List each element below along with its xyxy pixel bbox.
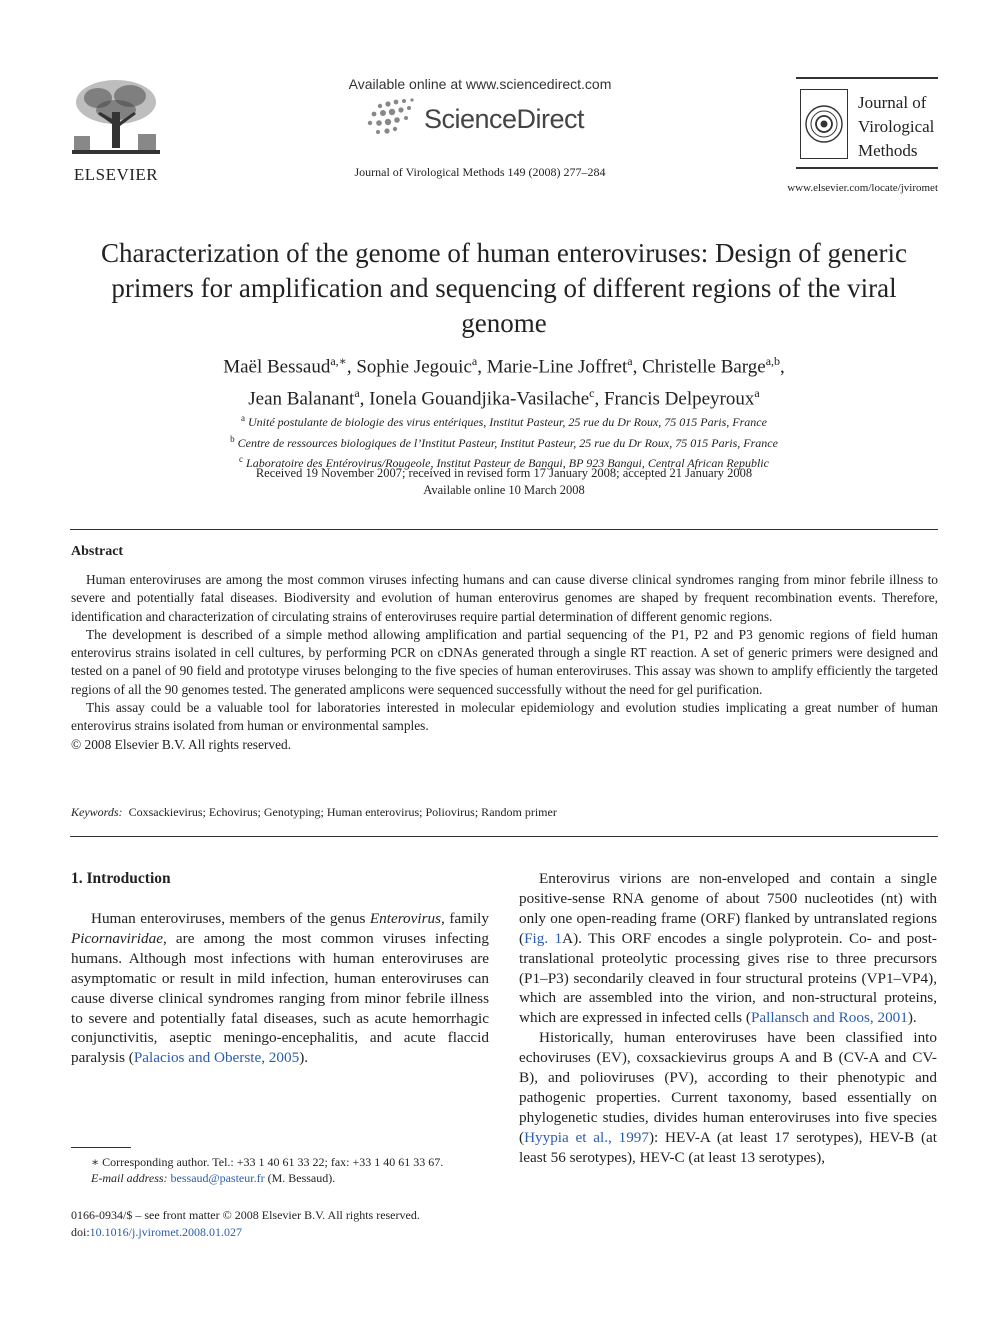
email-line: E-mail address: bessaud@pasteur.fr (M. Bessaud). — [91, 1171, 336, 1185]
author-name: Maël Bessaud — [223, 356, 331, 378]
sciencedirect-name: ScienceDirect — [424, 104, 585, 134]
citation-link[interactable]: Pallansch and Roos, 2001 — [750, 1009, 908, 1027]
keywords-label: Keywords: — [71, 805, 123, 819]
abstract-paragraph: This assay could be a valuable tool for laboratories interested in molecular epidemiology and evolution studies implicating a great number of human enterovirus strains isolated from human or environmental samples. — [71, 700, 938, 734]
abstract-body — [71, 571, 938, 754]
journal-reference: Journal of Virological Methods 149 (2008) 277–284 — [354, 165, 606, 179]
body-paragraph: Historically, human enteroviruses have been classified into echoviruses (EV), coxsackievirus groups A and B (CV-A and CV-B), and polioviruses (PV), according to their phenotypic and pathogenic properties. Current taxonomy, based essentially on phylogenetic studies, divides human enteroviruses into five species (Hyypia et al., 1997): HEV-A (at least 17 serotypes), HEV-B (at least 56 serotypes), HEV-C (at least 13 serotypes), — [519, 1029, 937, 1166]
sciencedirect-dots-icon — [366, 96, 422, 140]
left-column — [71, 909, 489, 1068]
abstract-paragraph: The development is described of a simple method allowing amplification and partial sequencing of the P1, P2 and P3 genomic regions of field human enterovirus strains isolated in cell cultures, by performing PCR on cDNAs generated through a single RT reaction. A set of generic primers were designed and tested on a panel of 90 field and prototype viruses belonging to the five species of human enteroviruses. This assay was shown to amplify efficiently the targeted regions of all the 90 genomes tested. The generated amplicons were sequenced successfully without the need for gel purification. — [71, 626, 938, 697]
affiliation-item: $^c$ Laboratoire des Entérovirus/Rougeole, Institut Pasteur de Bangui, BP 923 Bangui, Central African Republic — [239, 454, 769, 470]
publisher-name: ELSEVIER — [73, 165, 159, 184]
body-paragraph: Human enteroviruses, members of the genus Enterovirus, family Picornaviridae, are among the most common viruses infecting humans. Although most infections with human enteroviruses are asymptomatic or result in mild infection, human enteroviruses can cause diverse clinical syndromes ranging from minor febrile illness to severe and potentially fatal diseases, such as acute hemorrhagic conjunctivitis, aseptic meningo-encephalitis, and acute flaccid paralysis (Palacios and Oberste, 2005). — [71, 910, 489, 1067]
article-title: Characterization of the genome of human enteroviruses: Design of generic primers for amplification and sequencing of different regions of the viral genome — [101, 238, 907, 338]
author-list: Maël Bessaud$^{a,∗}$, Sophie Jegouic$^a$, Marie-Line Joffret$^a$, Christelle Barge$^{a,b}$, Jean Balanant$^a$, Ionela Gouandjika-Vasilache$^c$, Francis Delpeyroux$^a$ — [223, 354, 785, 410]
received-dates: Received 19 November 2007; received in revised form 17 January 2008; accepted 21 January 2008 — [255, 466, 753, 480]
article-dates — [90, 465, 918, 499]
abstract-paragraph: Human enteroviruses are among the most common viruses infecting humans and can cause diverse clinical syndromes ranging from minor febrile illness to severe and potentially fatal diseases. Biodiversity and evolution of human enterovirus genomes are shaped by frequent recombination events. Therefore, identification and characterization of circulating strains of enteroviruses require partial determination of different genomic regions. — [71, 572, 938, 624]
section-heading: 1. Introduction — [71, 870, 171, 887]
author-name: Sophie Jegouic — [356, 356, 472, 378]
citation-link[interactable]: Palacios and Oberste, 2005 — [133, 1049, 300, 1067]
author-affil-mark[interactable]: a — [627, 354, 633, 368]
author-affil-mark[interactable]: a,b — [765, 354, 781, 368]
author-name: Marie-Line Joffret — [486, 356, 628, 378]
elsevier-tree-icon — [68, 76, 164, 160]
issn-line: 0166-0934/$ – see front matter © 2008 Elsevier B.V. All rights reserved. — [71, 1208, 420, 1222]
page-footer — [71, 1207, 491, 1241]
divider — [70, 836, 938, 837]
author-name: Ionela Gouandjika-Vasilache — [369, 388, 590, 410]
divider — [70, 529, 938, 530]
journal-title — [858, 91, 934, 163]
author-affil-mark[interactable]: a — [354, 386, 360, 401]
author-affil-mark[interactable]: a — [754, 386, 760, 401]
citation-link[interactable]: Hyypia et al., 1997 — [524, 1128, 649, 1146]
author-name: Christelle Barge — [642, 356, 766, 378]
doi-line: doi:10.1016/j.jviromet.2008.01.027 — [71, 1225, 242, 1239]
corresponding-author: ∗ Corresponding author. Tel.: +33 1 40 61 33 22; fax: +33 1 40 61 33 67. — [91, 1155, 444, 1169]
available-online-text: Available online at www.sciencedirect.com — [348, 76, 612, 92]
author-name: Jean Balanant — [248, 388, 355, 410]
available-online-date: Available online 10 March 2008 — [423, 483, 585, 497]
journal-url[interactable]: www.elsevier.com/locate/jviromet — [787, 182, 938, 194]
journal-title-line2: Virological — [858, 117, 935, 136]
affiliation-item: $^b$ Centre de ressources biologiques de l’Institut Pasteur, Institut Pasteur, 25 rue du Dr Roux, 75 015 Paris, France — [230, 433, 778, 450]
journal-title-line1: Journal of — [858, 93, 927, 112]
body-paragraph: Enterovirus virions are non-enveloped and contain a single positive-sense RNA genome of about 7500 nucleotides (nt) with only one open-reading frame (ORF) flanked by untranslated regions (Fig. 1A). This ORF encodes a single polyprotein. Co- and post-translational proteolytic processing gives rise to three precursors (P1–P3) secondarily cleaved in four structural proteins (VP1–VP4), which are assembled into the virion, and non-structural proteins, which are expressed in infected cells (Pallansch and Roos, 2001). — [519, 870, 937, 1027]
journal-emblem-icon — [800, 89, 848, 159]
doi-link[interactable]: 10.1016/j.jviromet.2008.01.027 — [89, 1225, 242, 1239]
affiliation-list — [90, 410, 918, 472]
journal-title-line3: Methods — [858, 141, 918, 160]
sciencedirect-logo[interactable] — [366, 96, 606, 140]
keywords-list: Coxsackievirus; Echovirus; Genotyping; Human enterovirus; Poliovirus; Random primer — [128, 805, 557, 819]
journal-logo — [796, 77, 938, 169]
elsevier-logo — [68, 76, 164, 184]
author-affil-mark[interactable]: a — [471, 354, 478, 368]
figure-link[interactable]: Fig. 1 — [524, 929, 563, 947]
copyright-line: © 2008 Elsevier B.V. All rights reserved. — [71, 736, 292, 752]
footnote-divider — [71, 1147, 131, 1148]
abstract-heading: Abstract — [71, 544, 124, 559]
right-column — [519, 869, 937, 1168]
footnote — [71, 1154, 489, 1186]
email-link[interactable]: bessaud@pasteur.fr — [170, 1171, 265, 1185]
author-affil-mark[interactable]: c — [589, 386, 595, 401]
author-affil-mark[interactable]: a,∗ — [330, 354, 347, 368]
author-name: Francis Delpeyroux — [603, 388, 755, 410]
affiliation-item: $^a$ Unité postulante de biologie des virus entériques, Institut Pasteur, 25 rue du Dr Roux, 75 015 Paris, France — [241, 413, 767, 429]
keywords — [71, 805, 938, 820]
